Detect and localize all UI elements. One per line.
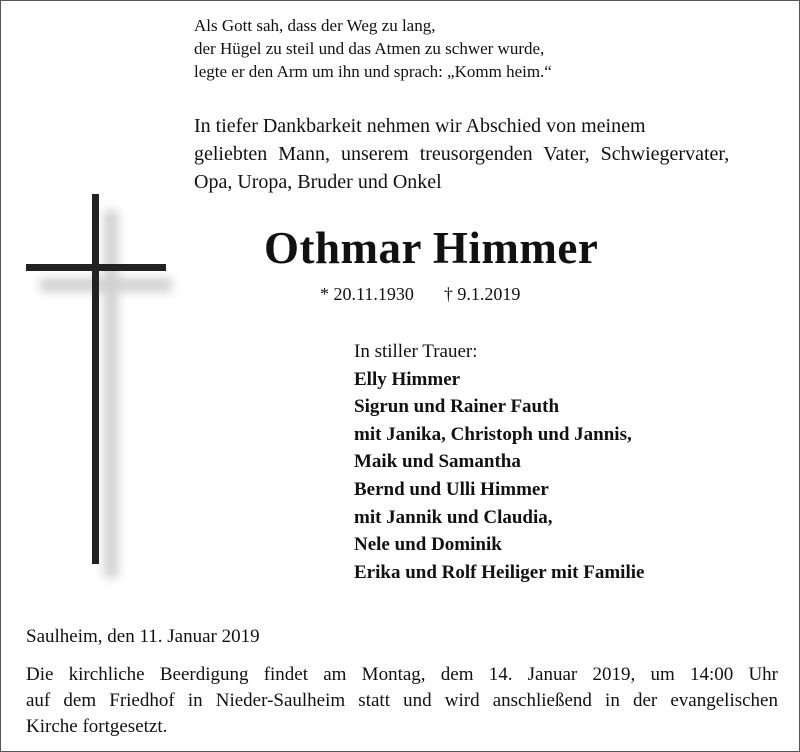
poem-line: der Hügel zu steil und das Atmen zu schwer wurde, — [194, 39, 545, 58]
intro-line: Opa, Uropa, Bruder und Onkel — [194, 171, 442, 193]
mourner-entry: Nele und Dominik — [354, 534, 502, 556]
birth-date: * 20.11.1930 — [320, 284, 414, 304]
mourner-entry: Elly Himmer — [354, 368, 461, 390]
intro-line: In tiefer Dankbarkeit nehmen wir Abschied von meinem — [194, 115, 646, 137]
mourner-entry: Maik und Samantha — [354, 451, 521, 473]
mourners-list — [354, 338, 644, 586]
funeral-line: Die kirchliche Beerdigung findet am Montag, dem 14. Januar 2019, um 14:00 Uhr — [26, 664, 778, 685]
death-date: † 9.1.2019 — [443, 284, 521, 304]
funeral-line: auf dem Friedhof in Nieder-Saulheim statt und wird anschließend in der evangelischen — [26, 690, 778, 711]
poem — [194, 14, 754, 83]
life-dates — [320, 282, 520, 306]
mourners-heading: In stiller Trauer: — [354, 341, 478, 362]
poem-line: Als Gott sah, dass der Weg zu lang, — [194, 16, 436, 35]
place-date: Saulheim, den 11. Januar 2019 — [26, 626, 260, 647]
mourner-entry: Sigrun und Rainer Fauth — [354, 396, 560, 418]
intro-text — [194, 112, 784, 196]
mourner-entry: Erika und Rolf Heiliger mit Familie — [354, 561, 645, 583]
poem-line: legte er den Arm um ihn und sprach: „Komm heim.“ — [194, 62, 552, 81]
deceased-name: Othmar Himmer — [264, 223, 599, 273]
intro-line: geliebten Mann, unserem treusorgenden Vater, Schwiegervater, — [194, 143, 730, 165]
mourner-entry: Bernd und Ulli Himmer — [354, 478, 549, 500]
funeral-notice — [26, 662, 778, 740]
mourner-entry: mit Janika, Christoph und Jannis, — [354, 423, 632, 445]
funeral-line: Kirche fortgesetzt. — [26, 716, 168, 737]
mourner-entry: mit Jannik und Claudia, — [354, 506, 553, 528]
